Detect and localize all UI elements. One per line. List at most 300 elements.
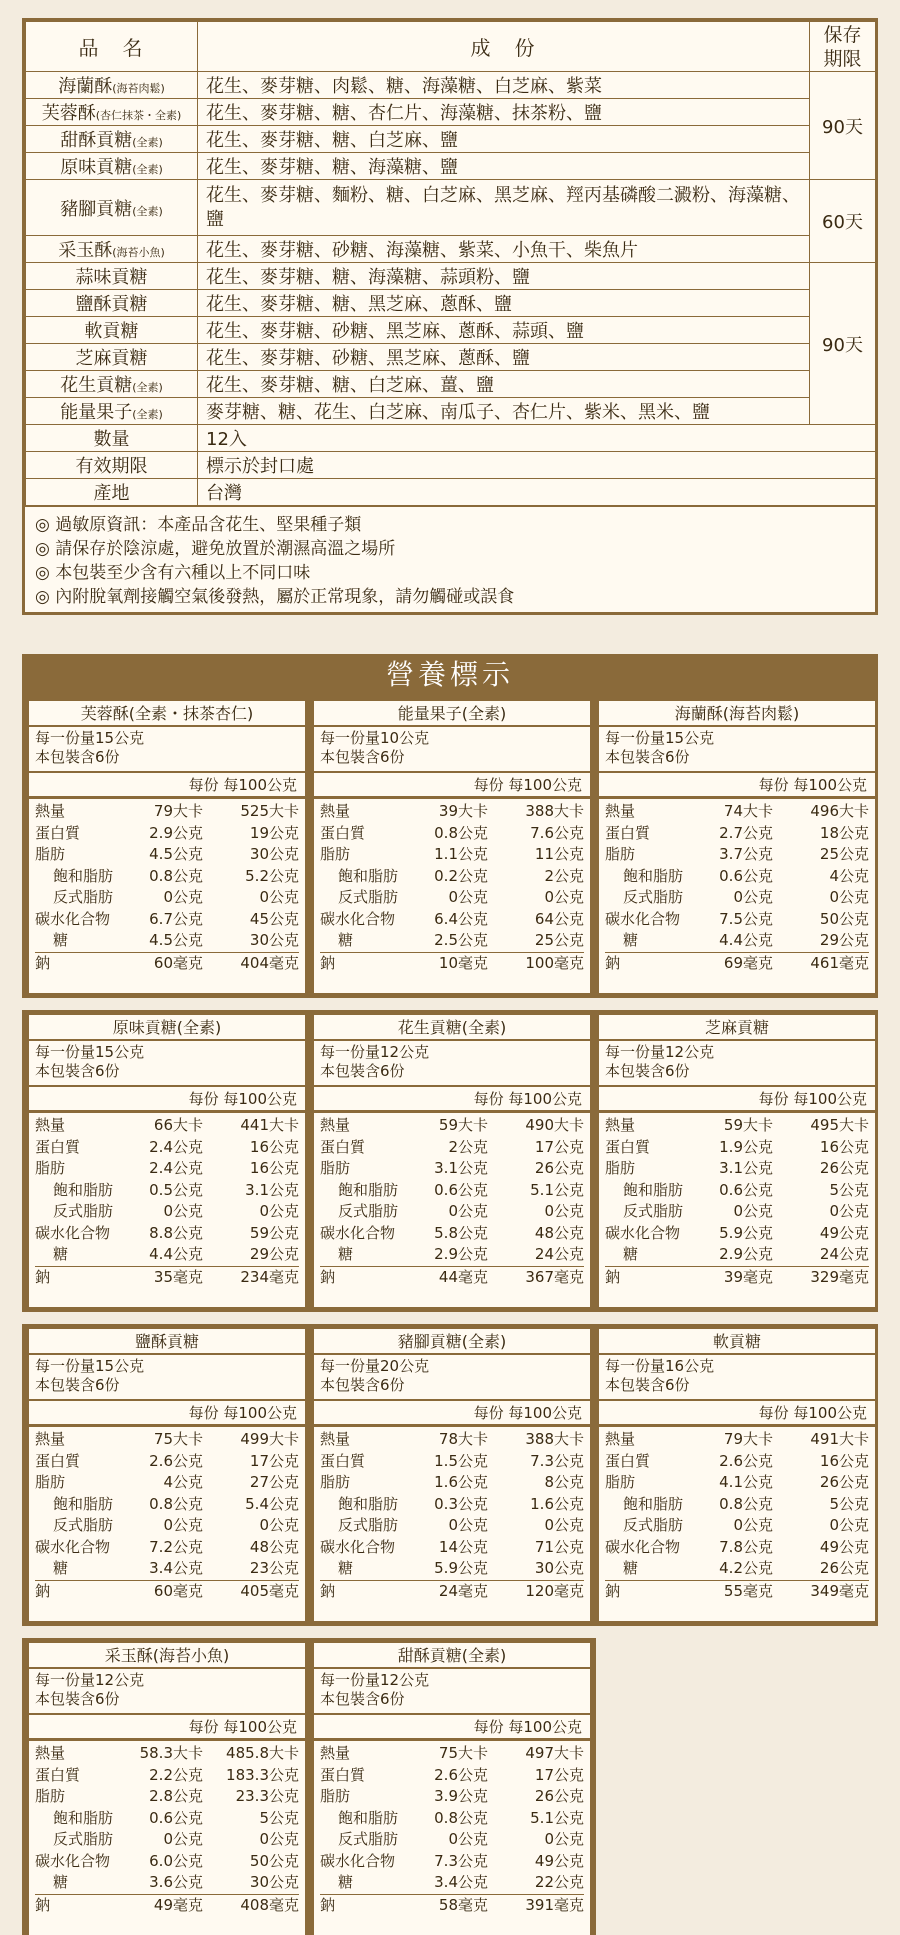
nutrient-label: 反式脂肪 (53, 1516, 114, 1534)
per-serving-value: 60毫克 (153, 953, 203, 972)
per-serving-value: 0.8公克 (719, 1494, 773, 1513)
col-per-100g: 每100公克 (793, 1404, 867, 1422)
nutrient-row (605, 930, 869, 952)
per-100g-value: 499大卡 (240, 1430, 299, 1448)
per-serving-value: 3.7公克 (719, 845, 773, 863)
nutrition-panel (312, 1013, 592, 1309)
per-serving-value: 5.9公克 (719, 1223, 773, 1242)
nutrient-label: 熱量 (35, 802, 66, 820)
per-serving-value: 79大卡 (153, 802, 203, 820)
extra-label: 有效期限 (26, 452, 198, 479)
nutrient-row (320, 1580, 584, 1602)
nutrient-label: 反式脂肪 (623, 888, 684, 906)
nutrient-label: 蛋白質 (35, 1137, 81, 1156)
table-row (26, 371, 876, 398)
nutrient-row (320, 887, 584, 909)
per-serving-value: 39毫克 (723, 1267, 773, 1286)
per-100g-value: 5公克 (259, 1808, 299, 1827)
nutrient-label: 碳水化合物 (320, 1851, 396, 1870)
nutrient-label: 鈉 (605, 1581, 621, 1600)
nutrient-rows (599, 1113, 875, 1289)
product-ingredients: 花生、麥芽糖、肉鬆、糖、海藻糖、白芝麻、紫菜 (198, 72, 810, 99)
per-serving-value: 6.7公克 (149, 909, 203, 928)
per-100g-value: 7.3公克 (530, 1451, 584, 1470)
nutrient-label: 脂肪 (320, 845, 351, 863)
per-serving-value: 4公克 (163, 1473, 203, 1491)
per-serving-value: 0.6公克 (434, 1180, 488, 1199)
nutrition-panel (27, 699, 307, 995)
per-100g-value: 23.3公克 (235, 1787, 299, 1805)
nutrient-row (605, 1137, 869, 1159)
panel-title: 海蘭酥(海苔肉鬆) (599, 701, 875, 727)
table-header-row (26, 22, 876, 72)
nutrient-row (35, 909, 299, 931)
product-name: 鹽酥貢糖 (26, 290, 198, 317)
nutrient-label: 反式脂肪 (338, 1830, 399, 1848)
per-100g-value: 0公克 (259, 1830, 299, 1848)
table-row (26, 344, 876, 371)
serving-info (599, 727, 875, 773)
nutrient-row (320, 952, 584, 974)
per-serving-value: 75大卡 (153, 1430, 203, 1448)
per-100g-value: 23公克 (249, 1559, 299, 1577)
per-100g-value: 495大卡 (810, 1116, 869, 1134)
nutrient-label: 碳水化合物 (605, 1537, 681, 1556)
per-100g-value: 26公克 (819, 1559, 869, 1577)
per-serving-value: 0公克 (163, 888, 203, 906)
per-serving-value: 2.6公克 (149, 1451, 203, 1470)
nutrient-row (320, 866, 584, 888)
per-serving-value: 66大卡 (153, 1116, 203, 1134)
serving-info (29, 727, 305, 773)
nutrient-label: 蛋白質 (605, 1451, 651, 1470)
nutrient-label: 脂肪 (320, 1787, 351, 1805)
nutrient-label: 碳水化合物 (605, 909, 681, 928)
per-serving-value: 75大卡 (438, 1744, 488, 1762)
col-per-100g: 每100公克 (223, 1090, 297, 1108)
nutrient-label: 脂肪 (35, 845, 66, 863)
nutrient-label: 鈉 (605, 1267, 621, 1286)
panel-title: 采玉酥(海苔小魚) (29, 1643, 305, 1669)
col-per-100g: 每100公克 (793, 1090, 867, 1108)
product-ingredients: 花生、麥芽糖、糖、海藻糖、鹽 (198, 153, 810, 180)
extra-value: 台灣 (198, 479, 876, 506)
nutrient-label: 飽和脂肪 (53, 1494, 114, 1513)
col-per-serving: 每份 (188, 1404, 219, 1422)
product-ingredients: 花生、麥芽糖、糖、黑芝麻、蔥酥、鹽 (198, 290, 810, 317)
extra-value: 12入 (198, 425, 876, 452)
nutrition-band (22, 1324, 878, 1626)
notes-list (25, 506, 875, 612)
nutrient-label: 熱量 (320, 1430, 351, 1448)
nutrient-row (35, 952, 299, 974)
per-100g-value: 496大卡 (810, 802, 869, 820)
product-ingredients: 花生、麥芽糖、糖、杏仁片、海藻糖、抹茶粉、鹽 (198, 99, 810, 126)
nutrient-label: 反式脂肪 (338, 888, 399, 906)
per-100g-value: 0公克 (829, 1202, 869, 1220)
nutrient-label: 鈉 (320, 1895, 336, 1914)
per-serving-value: 1.9公克 (719, 1137, 773, 1156)
per-serving-value: 7.3公克 (434, 1851, 488, 1870)
nutrient-label: 熱量 (605, 1430, 636, 1448)
nutrient-row (605, 844, 869, 866)
nutrient-row (35, 1158, 299, 1180)
per-100g-value: 388大卡 (525, 802, 584, 820)
column-header (314, 1087, 590, 1113)
per-100g-value: 50公克 (249, 1851, 299, 1870)
per-serving-value: 4.4公克 (719, 931, 773, 949)
nutrient-label: 鈉 (35, 1267, 51, 1286)
nutrient-row (320, 1743, 584, 1765)
nutrient-row (35, 1223, 299, 1245)
serving-size: 每一份量15公克 (605, 729, 715, 747)
nutrient-label: 熱量 (605, 802, 636, 820)
per-serving-value: 3.6公克 (149, 1873, 203, 1891)
per-100g-value: 490大卡 (525, 1116, 584, 1134)
col-per-serving: 每份 (188, 1718, 219, 1736)
col-per-100g: 每100公克 (223, 1718, 297, 1736)
per-serving-value: 6.4公克 (434, 909, 488, 928)
nutrient-row (605, 1515, 869, 1537)
nutrition-panel (27, 1013, 307, 1309)
nutrient-row (605, 1429, 869, 1451)
per-100g-value: 25公克 (534, 931, 584, 949)
per-serving-value: 74大卡 (723, 802, 773, 820)
table-row (26, 452, 876, 479)
note-item: ◎ 請保存於陰涼處，避免放置於潮濕高溫之場所 (35, 539, 396, 559)
ingredients-table (25, 21, 876, 506)
per-100g-value: 16公克 (819, 1451, 869, 1470)
nutrient-row (320, 1137, 584, 1159)
col-per-serving: 每份 (473, 1404, 504, 1422)
col-per-100g: 每100公克 (223, 776, 297, 794)
nutrient-row (35, 1537, 299, 1559)
nutrient-row (605, 1580, 869, 1602)
per-100g-value: 17公克 (534, 1137, 584, 1156)
per-100g-value: 16公克 (249, 1137, 299, 1156)
nutrient-label: 反式脂肪 (623, 1202, 684, 1220)
nutrient-row (35, 1180, 299, 1202)
product-name: 豬腳貢糖(全素) (26, 180, 198, 236)
nutrient-row (35, 887, 299, 909)
product-name: 采玉酥(海苔小魚) (26, 236, 198, 263)
per-100g-value: 27公克 (249, 1473, 299, 1491)
per-serving-value: 60毫克 (153, 1581, 203, 1600)
table-row (26, 236, 876, 263)
serving-info (314, 1669, 590, 1715)
per-100g-value: 391毫克 (525, 1895, 584, 1914)
per-100g-value: 234毫克 (240, 1267, 299, 1286)
per-100g-value: 3.1公克 (245, 1180, 299, 1199)
per-100g-value: 17公克 (249, 1451, 299, 1470)
nutrient-row (35, 1451, 299, 1473)
product-name: 蒜味貢糖 (26, 263, 198, 290)
per-serving-value: 3.1公克 (719, 1159, 773, 1177)
nutrient-label: 飽和脂肪 (53, 1180, 114, 1199)
nutrient-row (320, 909, 584, 931)
nutrient-row (320, 801, 584, 823)
per-100g-value: 25公克 (819, 845, 869, 863)
nutrient-row (35, 801, 299, 823)
per-serving-value: 3.1公克 (434, 1159, 488, 1177)
per-serving-value: 5.8公克 (434, 1223, 488, 1242)
servings-per-pack: 本包裝含6份 (320, 1690, 405, 1708)
nutrient-label: 蛋白質 (35, 1765, 81, 1784)
per-100g-value: 29公克 (249, 1245, 299, 1263)
per-100g-value: 405毫克 (240, 1581, 299, 1600)
servings-per-pack: 本包裝含6份 (35, 1062, 120, 1080)
extra-value: 標示於封口處 (198, 452, 876, 479)
per-serving-value: 10毫克 (438, 953, 488, 972)
nutrient-row (605, 1115, 869, 1137)
nutrient-label: 碳水化合物 (320, 1537, 396, 1556)
nutrient-label: 蛋白質 (605, 1137, 651, 1156)
product-ingredients: 花生、麥芽糖、砂糖、黑芝麻、蔥酥、鹽 (198, 344, 810, 371)
nutrient-row (605, 801, 869, 823)
nutrient-label: 熱量 (320, 1744, 351, 1762)
per-serving-value: 58毫克 (438, 1895, 488, 1914)
per-100g-value: 2公克 (544, 866, 584, 885)
extra-label: 數量 (26, 425, 198, 452)
nutrient-label: 糖 (623, 1245, 639, 1263)
per-serving-value: 2.4公克 (149, 1159, 203, 1177)
per-serving-value: 2.9公克 (434, 1245, 488, 1263)
column-header (314, 1715, 590, 1741)
per-100g-value: 485.8大卡 (226, 1744, 299, 1762)
per-serving-value: 0.6公克 (719, 866, 773, 885)
nutrient-label: 脂肪 (605, 1473, 636, 1491)
nutrient-label: 飽和脂肪 (338, 1180, 399, 1199)
nutrient-label: 熱量 (320, 802, 351, 820)
per-100g-value: 5.1公克 (530, 1808, 584, 1827)
per-serving-value: 0.8公克 (434, 823, 488, 842)
nutrient-rows (29, 799, 305, 975)
nutrient-label: 蛋白質 (35, 1451, 81, 1470)
per-serving-value: 2.6公克 (719, 1451, 773, 1470)
per-100g-value: 8公克 (544, 1473, 584, 1491)
serving-info (29, 1669, 305, 1715)
nutrient-row (35, 1472, 299, 1494)
per-100g-value: 0公克 (544, 1830, 584, 1848)
nutrient-row (605, 909, 869, 931)
per-100g-value: 183.3公克 (226, 1765, 299, 1784)
panel-title: 原味貢糖(全素) (29, 1015, 305, 1041)
per-100g-value: 49公克 (819, 1223, 869, 1242)
per-serving-value: 8.8公克 (149, 1223, 203, 1242)
product-ingredients: 花生、麥芽糖、麵粉、糖、白芝麻、黑芝麻、羥丙基磷酸二澱粉、海藻糖、鹽 (198, 180, 810, 236)
col-per-serving: 每份 (473, 776, 504, 794)
nutrient-row (35, 844, 299, 866)
per-serving-value: 4.5公克 (149, 845, 203, 863)
panel-title: 豬腳貢糖(全素) (314, 1329, 590, 1355)
nutrient-label: 糖 (338, 1245, 354, 1263)
per-100g-value: 30公克 (249, 1873, 299, 1891)
per-serving-value: 2.7公克 (719, 823, 773, 842)
per-serving-value: 0.8公克 (149, 1494, 203, 1513)
nutrient-label: 碳水化合物 (605, 1223, 681, 1242)
per-100g-value: 100毫克 (525, 953, 584, 972)
nutrient-label: 鈉 (320, 1581, 336, 1600)
note-item: ◎ 過敏原資訊：本產品含花生、堅果種子類 (35, 515, 362, 535)
nutrient-row (35, 1580, 299, 1602)
nutrient-row (605, 1180, 869, 1202)
per-100g-value: 30公克 (249, 931, 299, 949)
nutrient-label: 糖 (53, 1559, 69, 1577)
per-100g-value: 22公克 (534, 1873, 584, 1891)
nutrient-row (35, 1894, 299, 1916)
nutrient-row (35, 1266, 299, 1288)
nutrient-row (35, 1115, 299, 1137)
nutrient-label: 糖 (623, 1559, 639, 1577)
panel-title: 甜酥貢糖(全素) (314, 1643, 590, 1669)
per-serving-value: 69毫克 (723, 953, 773, 972)
per-100g-value: 48公克 (249, 1537, 299, 1556)
col-per-serving: 每份 (473, 1718, 504, 1736)
nutrient-row (35, 1786, 299, 1808)
nutrition-panel (597, 699, 877, 995)
nutrient-label: 脂肪 (320, 1159, 351, 1177)
per-serving-value: 14公克 (438, 1537, 488, 1556)
per-100g-value: 26公克 (534, 1787, 584, 1805)
per-serving-value: 0公克 (163, 1830, 203, 1848)
per-100g-value: 388大卡 (525, 1430, 584, 1448)
per-100g-value: 0公克 (829, 1516, 869, 1534)
nutrient-row (605, 1158, 869, 1180)
nutrient-label: 鈉 (35, 953, 51, 972)
nutrition-band (22, 1638, 596, 1935)
col-per-100g: 每100公克 (508, 1718, 582, 1736)
serving-size: 每一份量15公克 (35, 729, 145, 747)
per-serving-value: 2.6公克 (434, 1765, 488, 1784)
per-100g-value: 24公克 (819, 1245, 869, 1263)
nutrient-row (35, 1429, 299, 1451)
table-row (26, 153, 876, 180)
per-serving-value: 3.4公克 (149, 1559, 203, 1577)
per-100g-value: 0公克 (259, 888, 299, 906)
servings-per-pack: 本包裝含6份 (320, 748, 405, 766)
per-100g-value: 17公克 (534, 1765, 584, 1784)
per-serving-value: 5.9公克 (434, 1559, 488, 1577)
per-100g-value: 349毫克 (810, 1581, 869, 1600)
panel-title: 花生貢糖(全素) (314, 1015, 590, 1041)
nutrient-row (605, 1201, 869, 1223)
per-serving-value: 2公克 (448, 1137, 488, 1156)
per-100g-value: 26公克 (819, 1473, 869, 1491)
nutrient-label: 反式脂肪 (623, 1516, 684, 1534)
serving-info (599, 1355, 875, 1401)
per-100g-value: 29公克 (819, 931, 869, 949)
per-100g-value: 5公克 (829, 1494, 869, 1513)
nutrient-label: 反式脂肪 (53, 1202, 114, 1220)
per-100g-value: 0公克 (544, 1202, 584, 1220)
serving-size: 每一份量12公克 (320, 1671, 430, 1689)
per-100g-value: 5公克 (829, 1180, 869, 1199)
nutrient-row (35, 1851, 299, 1873)
table-row (26, 425, 876, 452)
per-serving-value: 0公克 (448, 1516, 488, 1534)
per-100g-value: 71公克 (534, 1537, 584, 1556)
panel-title: 鹽酥貢糖 (29, 1329, 305, 1355)
shelf-life-value: 90天 (810, 72, 876, 180)
nutrient-label: 熱量 (35, 1116, 66, 1134)
column-header (29, 1087, 305, 1113)
nutrient-rows (599, 1427, 875, 1603)
nutrient-label: 脂肪 (605, 845, 636, 863)
per-100g-value: 367毫克 (525, 1267, 584, 1286)
nutrient-label: 糖 (53, 1245, 69, 1263)
column-header (599, 773, 875, 799)
per-serving-value: 0.8公克 (149, 866, 203, 885)
per-serving-value: 3.9公克 (434, 1787, 488, 1805)
per-serving-value: 0公克 (733, 888, 773, 906)
nutrition-panel (27, 1641, 307, 1935)
servings-per-pack: 本包裝含6份 (605, 748, 690, 766)
per-100g-value: 0公克 (829, 888, 869, 906)
per-100g-value: 329毫克 (810, 1267, 869, 1286)
per-100g-value: 120毫克 (525, 1581, 584, 1600)
col-per-serving: 每份 (188, 1090, 219, 1108)
col-per-100g: 每100公克 (508, 1090, 582, 1108)
per-serving-value: 0.8公克 (434, 1808, 488, 1827)
product-ingredients: 花生、麥芽糖、砂糖、黑芝麻、蔥酥、蒜頭、鹽 (198, 317, 810, 344)
nutrient-label: 熱量 (605, 1116, 636, 1134)
per-serving-value: 59大卡 (723, 1116, 773, 1134)
column-header (29, 1715, 305, 1741)
nutrient-label: 脂肪 (35, 1787, 66, 1805)
product-name: 能量果子(全素) (26, 398, 198, 425)
nutrient-label: 碳水化合物 (320, 1223, 396, 1242)
nutrition-section (22, 654, 878, 1917)
per-serving-value: 4.2公克 (719, 1559, 773, 1577)
nutrient-row (35, 1201, 299, 1223)
per-serving-value: 1.6公克 (434, 1473, 488, 1491)
nutrient-row (35, 823, 299, 845)
nutrient-label: 碳水化合物 (35, 1851, 111, 1870)
nutrient-row (320, 930, 584, 952)
column-header (314, 773, 590, 799)
per-serving-value: 0.5公克 (149, 1180, 203, 1199)
nutrient-row (605, 1223, 869, 1245)
per-100g-value: 5.1公克 (530, 1180, 584, 1199)
nutrient-row (605, 1244, 869, 1266)
nutrient-row (320, 1115, 584, 1137)
table-row (26, 180, 876, 236)
per-serving-value: 2.5公克 (434, 931, 488, 949)
per-serving-value: 0.3公克 (434, 1494, 488, 1513)
table-row (26, 479, 876, 506)
per-100g-value: 441大卡 (240, 1116, 299, 1134)
nutrient-row (320, 1558, 584, 1580)
nutrient-row (320, 1765, 584, 1787)
product-name: 花生貢糖(全素) (26, 371, 198, 398)
nutrition-panel (597, 1013, 877, 1309)
nutrient-row (320, 1429, 584, 1451)
nutrient-label: 熱量 (35, 1430, 66, 1448)
per-100g-value: 24公克 (534, 1245, 584, 1263)
nutrient-label: 糖 (338, 931, 354, 949)
nutrient-row (35, 1808, 299, 1830)
nutrient-row (320, 1158, 584, 1180)
serving-size: 每一份量20公克 (320, 1357, 430, 1375)
per-100g-value: 16公克 (819, 1137, 869, 1156)
per-serving-value: 2.8公克 (149, 1787, 203, 1805)
col-per-100g: 每100公克 (508, 1404, 582, 1422)
nutrient-row (320, 1872, 584, 1894)
shelf-life-value: 60天 (810, 180, 876, 263)
per-serving-value: 4.5公克 (149, 931, 203, 949)
nutrient-row (605, 1494, 869, 1516)
servings-per-pack: 本包裝含6份 (320, 1062, 405, 1080)
